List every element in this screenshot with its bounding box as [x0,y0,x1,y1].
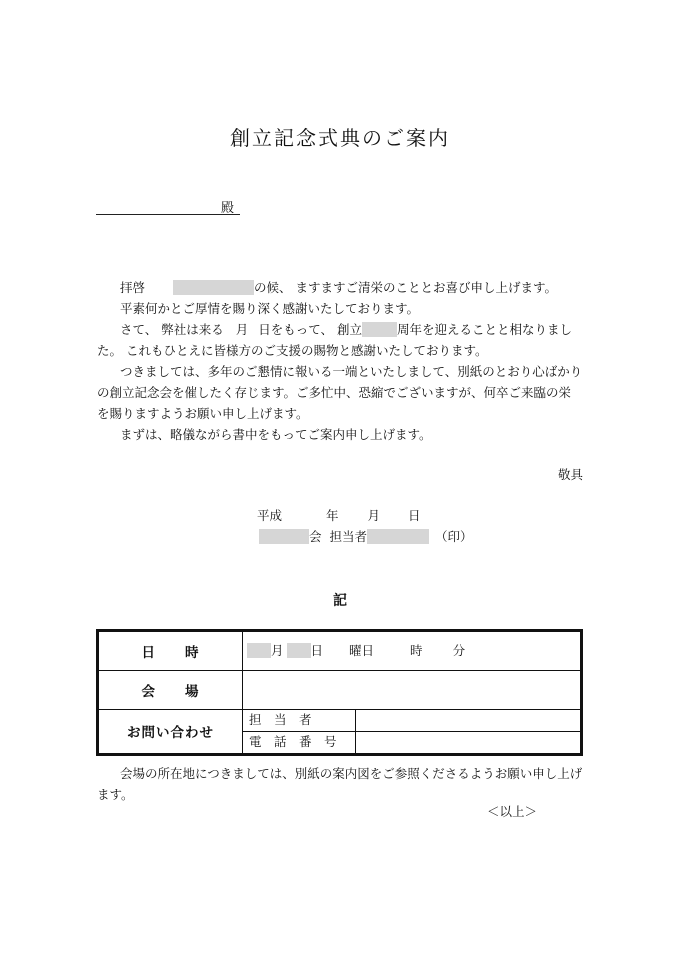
month-blank [247,643,271,658]
venue-label: 会 場 [98,671,243,710]
phone-text: 電 話 番 号 [249,733,337,749]
p3-c: 日をもって、 創立 [258,322,362,337]
body-line-6: の創立記念会を催したく存じます。ご多忙中、恐縮でございますが、何卒ご来臨の栄 [97,385,572,400]
inquiry-label: お問い合わせ [98,710,243,755]
contact-person-value [356,710,582,732]
contact-blank [367,529,429,544]
seal: （印） [435,529,473,544]
table-row-datetime [98,631,582,671]
body-line-5: つきましては、多年のご懇情に報いる一端といたしまして、別紙のとおり心ばかり [120,364,583,379]
ki-heading: 記 [333,593,347,609]
footer-note-1: 会場の所在地につきましては、別紙の案内図をご参照くださるようお願い申し上げ [120,766,583,781]
greeting-line [120,278,557,299]
footer-note-2: ます。 [97,787,134,802]
body-line-7: を賜りますようお願い申し上げます。 [97,406,309,421]
date-month: 月 [367,508,381,523]
season-blank [173,280,254,295]
dt-hour: 時 [410,642,423,658]
contact-person-label [243,710,356,732]
p3-a: さて、 弊社は来る [120,322,224,337]
end-mark: ＜以上＞ [487,804,538,819]
datetime-label: 日 時 [98,631,243,671]
date-year: 年 [326,508,339,523]
company-suffix: 会 [309,529,322,544]
table-row-venue [98,671,582,710]
body-line-4: た。 これもひとえに皆様方のご支援の賜物と感謝いたしております。 [97,343,488,358]
dt-day: 日 [310,642,324,658]
dt-weekday: 曜日 [349,642,375,658]
p3-d: 周年を迎えることと相なりまし [396,322,572,337]
venue-value [243,671,582,710]
addressee-line [96,197,240,215]
addressee-suffix: 殿 [220,201,234,216]
body-line-3 [120,320,572,341]
anniversary-blank [362,322,397,337]
closing: 敬具 [558,467,584,482]
info-table [96,629,583,756]
company-blank [259,529,309,544]
datetime-value [243,631,582,671]
greeting-text: の候、 ますますご清栄のこととお喜び申し上げます。 [254,280,557,295]
table-row-contact-person [98,710,582,732]
dt-month: 月 [271,642,284,658]
phone-value [356,731,582,754]
p3-month: 月 [235,322,249,337]
date-line [257,506,421,527]
signature-line [259,527,473,548]
page-title: 創立記念式典のご案内 [230,126,450,150]
contact-label: 担当者 [329,529,368,544]
date-day: 日 [408,508,421,523]
day-blank [287,643,311,658]
body-line-2: 平素何かとご厚情を賜り深く感謝いたしております。 [120,301,420,316]
dt-minute: 分 [452,642,466,658]
date-era: 平成 [257,508,283,523]
contact-person-text: 担 当 者 [249,712,312,727]
body-line-8: まずは、略儀ながら書中をもってご案内申し上げます。 [120,427,432,442]
haikei: 拝啓 [120,280,146,295]
phone-label [243,731,356,754]
